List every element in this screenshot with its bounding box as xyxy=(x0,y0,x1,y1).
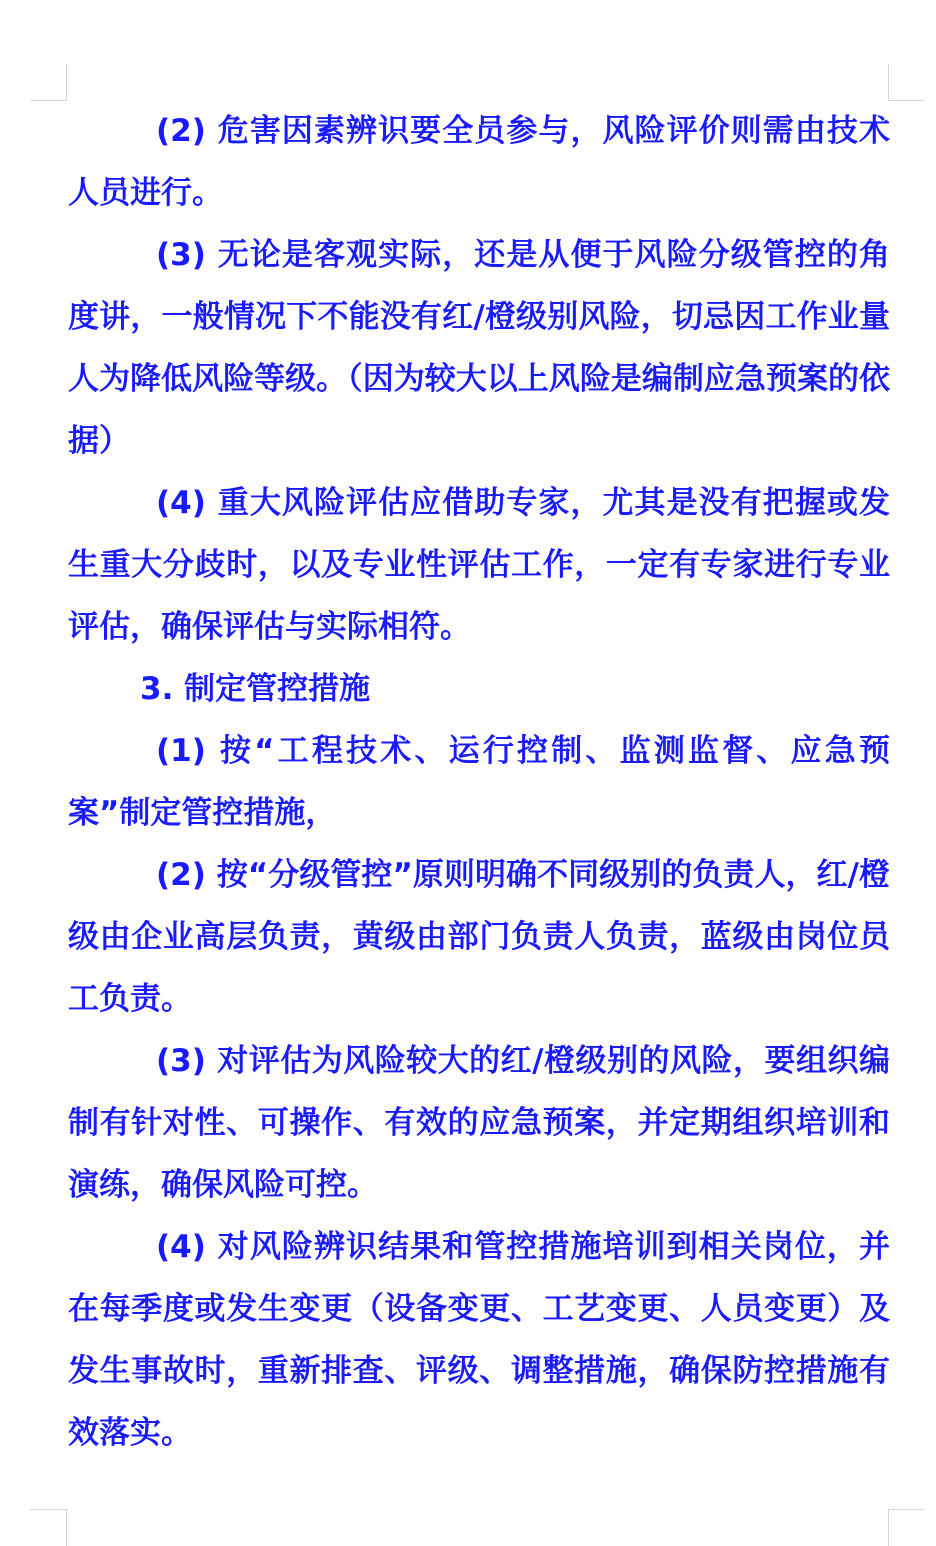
page-corner-mark xyxy=(888,1509,925,1546)
page-corner-mark xyxy=(30,64,67,101)
page-corner-mark xyxy=(888,64,925,101)
paragraph-4-training-review: (4) 对风险辨识结果和管控措施培训到相关岗位，并在每季度或发生变更（设备变更、工艺变更、人员变更）及发生事故时，重新排查、评级、调整措施，确保防控措施有效落实。 xyxy=(68,1229,890,1451)
paragraph-2-hazard-identification: (2) 危害因素辨识要全员参与，风险评价则需由技术人员进行。 xyxy=(68,113,890,211)
paragraph-3-emergency-plan: (3) 对评估为风险较大的红/橙级别的风险，要组织编制有针对性、可操作、有效的应急预案，并定期组织培训和演练，确保风险可控。 xyxy=(68,1043,890,1203)
paragraph-3-risk-levels: (3) 无论是客观实际，还是从便于风险分级管控的角度讲，一般情况下不能没有红/橙级别风险，切忌因工作业量人为降低风险等级。（因为较大以上风险是编制应急预案的依据） xyxy=(68,237,890,459)
document-body xyxy=(68,100,890,1464)
page-corner-mark xyxy=(30,1509,67,1546)
section-heading-control-measures: 3. 制定管控措施 xyxy=(140,671,371,707)
paragraph-1-measures-basis: (1) 按“工程技术、运行控制、监测监督、应急预案”制定管控措施， xyxy=(68,733,890,831)
paragraph-4-expert-assessment: (4) 重大风险评估应借助专家，尤其是没有把握或发生重大分歧时，以及专业性评估工作，一定有专家进行专业评估，确保评估与实际相符。 xyxy=(68,485,890,645)
paragraph-2-graded-control: (2) 按“分级管控”原则明确不同级别的负责人，红/橙级由企业高层负责，黄级由部门负责人负责，蓝级由岗位员工负责。 xyxy=(68,857,890,1017)
